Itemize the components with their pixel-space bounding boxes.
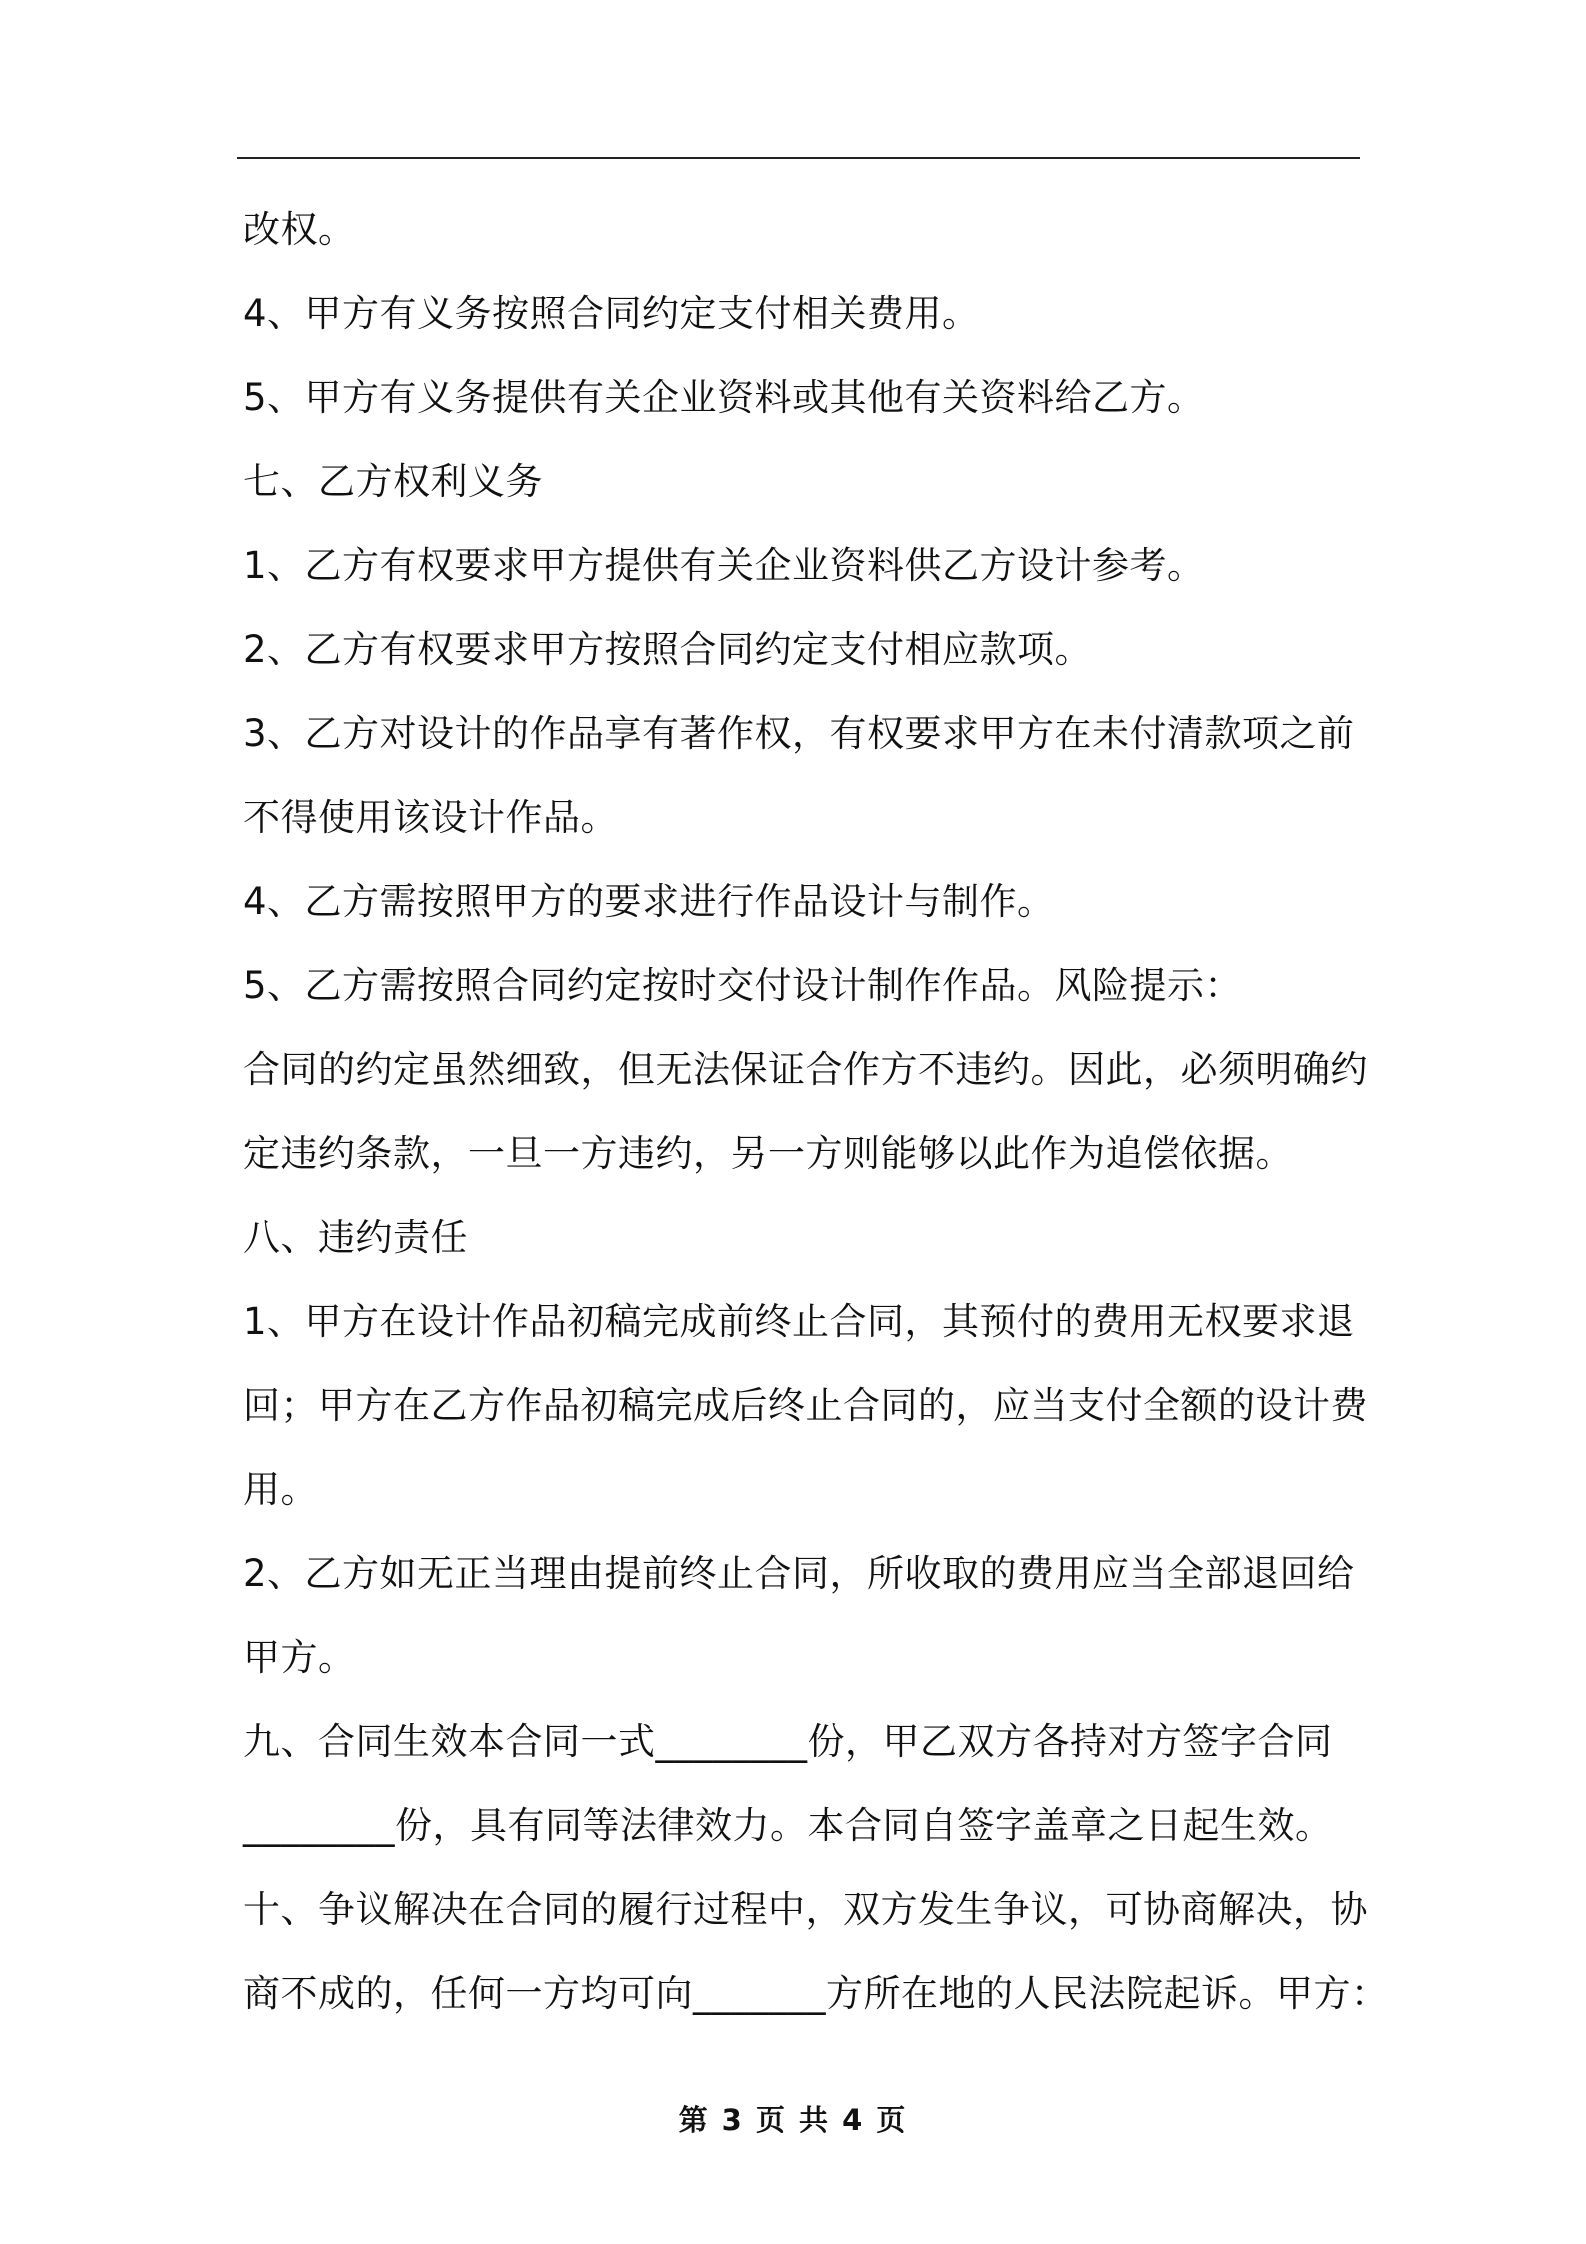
text-line: 4、乙方需按照甲方的要求进行作品设计与制作。 [243, 880, 1055, 923]
text-line: 不得使用该设计作品。 [243, 796, 618, 839]
text-line: 4、甲方有义务按照合同约定支付相关费用。 [243, 292, 980, 335]
text-line: 3、乙方对设计的作品享有著作权，有权要求甲方在未付清款项之前 [243, 712, 1355, 755]
text-line: 定违约条款，一旦一方违约，另一方则能够以此作为追偿依据。 [243, 1132, 1293, 1175]
text-line: 1、乙方有权要求甲方提供有关企业资料供乙方设计参考。 [243, 544, 1205, 587]
text-line: 2、乙方有权要求甲方按照合同约定支付相应款项。 [243, 628, 1093, 671]
text-line: 用。 [243, 1468, 318, 1511]
section-heading: 七、乙方权利义务 [243, 460, 543, 503]
text-line: 回；甲方在乙方作品初稿完成后终止合同的，应当支付全额的设计费 [243, 1384, 1368, 1427]
page-number-footer: 第 3 页 共 4 页 [678, 2103, 908, 2137]
text-line: 甲方。 [243, 1636, 356, 1679]
text-line: ________份，具有同等法律效力。本合同自签字盖章之日起生效。 [243, 1804, 1333, 1847]
text-line: 商不成的，任何一方均可向_______方所在地的人民法院起诉。甲方： [243, 1972, 1389, 2015]
text-line: 5、乙方需按照合同约定按时交付设计制作作品。风险提示： [243, 964, 1243, 1007]
text-line: 合同的约定虽然细致，但无法保证合作方不违约。因此，必须明确约 [243, 1048, 1368, 1091]
text-line: 改权。 [243, 208, 356, 251]
section-heading: 八、违约责任 [243, 1216, 468, 1259]
text-line: 2、乙方如无正当理由提前终止合同，所收取的费用应当全部退回给 [243, 1552, 1355, 1595]
header-divider [237, 157, 1360, 159]
text-line: 5、甲方有义务提供有关企业资料或其他有关资料给乙方。 [243, 376, 1205, 419]
contract-body [243, 188, 1389, 2036]
text-line: 1、甲方在设计作品初稿完成前终止合同，其预付的费用无权要求退 [243, 1300, 1355, 1343]
text-line: 九、合同生效本合同一式________份，甲乙双方各持对方签字合同 [243, 1720, 1333, 1763]
text-line: 十、争议解决在合同的履行过程中，双方发生争议，可协商解决，协 [243, 1888, 1368, 1931]
